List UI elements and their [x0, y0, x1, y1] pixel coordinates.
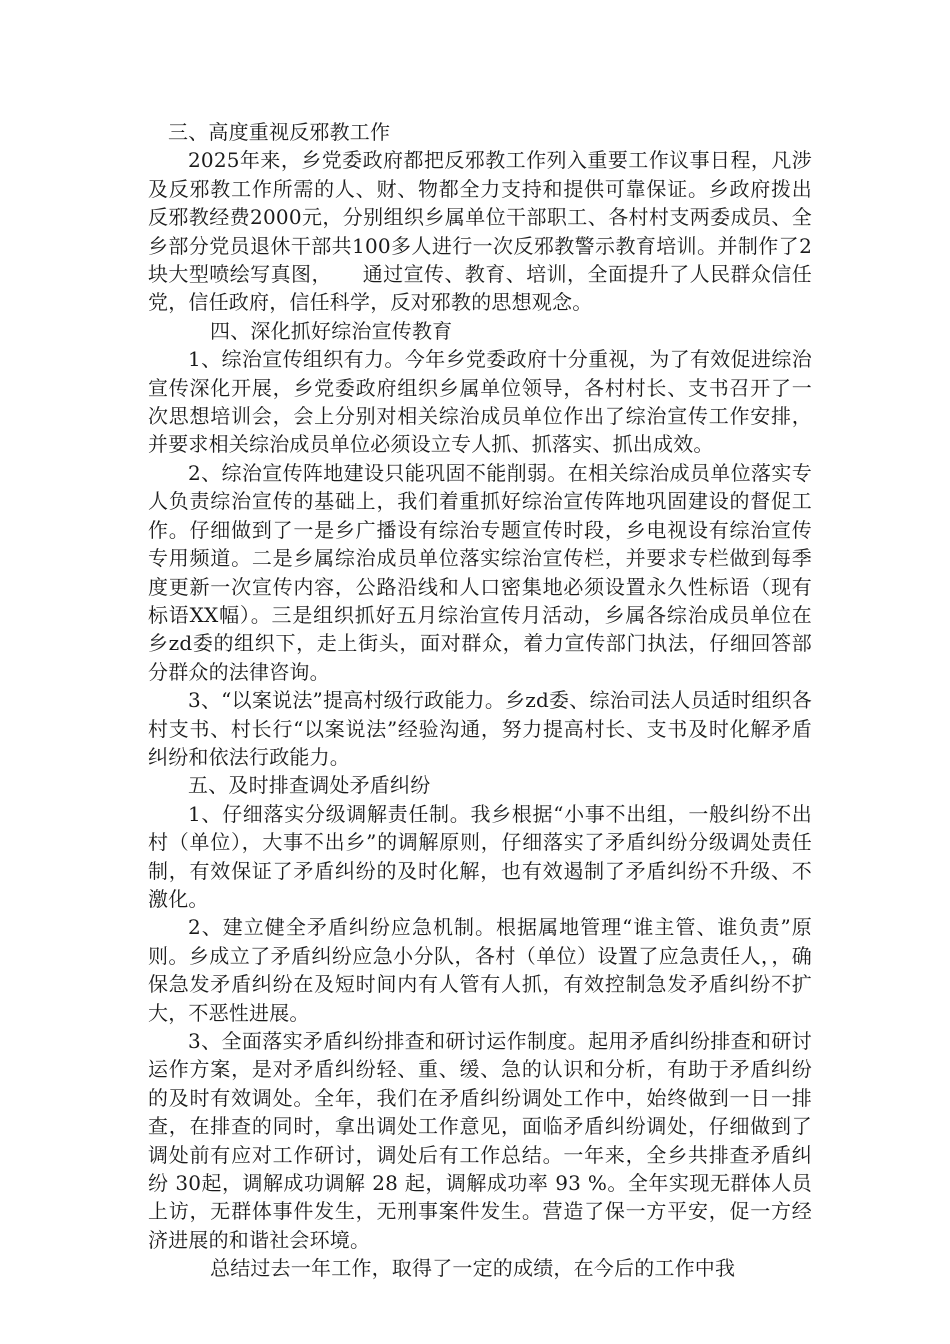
- section-heading-publicity: 四、深化抓好综治宣传教育: [210, 318, 453, 343]
- paragraph-publicity-3: 3、“以案说法”提高村级行政能力。乡zd委、综治司法人员适时组织各村支书、村长行“以案说法”经验沟通，努力提高村长、支书及时化解矛盾纠纷和依法行政能力。: [148, 688, 812, 769]
- paragraph-publicity-2: 2、综治宣传阵地建设只能巩固不能削弱。在相关综治成员单位落实专人负责综治宣传的基础上，我们着重抓好综治宣传阵地巩固建设的督促工作。仔细做到了一是乡广播设有综治专题宣传时段，乡电视设有综治宣传专用频道。二是乡属综治成员单位落实综治宣传栏，并要求专栏做到每季度更新一次宣传内容，公路沿线和人口密集地必须设置永久性标语（现有标语XX幅）。三是组织抓好五月综治宣传月活动，乡属各综治成员单位在乡zd委的组织下，走上街头，面对群众，着力宣传部门执法，仔细回答部分群众的法律咨询。: [148, 460, 812, 684]
- document-body: [148, 118, 812, 1283]
- paragraph-publicity-1: 1、综治宣传组织有力。今年乡党委政府十分重视，为了有效促进综治宣传深化开展，乡党委政府组织乡属单位领导，各村村长、支书召开了一次思想培训会，会上分别对相关综治成员单位作出了综治宣传工作安排，并要求相关综治成员单位必须设立专人抓、抓落实、抓出成效。: [148, 347, 812, 457]
- paragraph-disputes-1: 1、仔细落实分级调解责任制。我乡根据“小事不出组，一般纠纷不出村（单位），大事不出乡”的调解原则，仔细落实了矛盾纠纷分级调处责任制，有效保证了矛盾纠纷的及时化解，也有效遏制了矛盾纠纷不升级、不激化。: [148, 801, 812, 911]
- paragraph-disputes-2: 2、建立健全矛盾纠纷应急机制。根据属地管理“谁主管、谁负责”原则。乡成立了矛盾纠纷应急小分队，各村（单位）设置了应急责任人，，确保急发矛盾纠纷在及短时间内有人管有人抓，有效控制急发矛盾纠纷不扩大，不恶性进展。: [148, 915, 812, 1025]
- section-heading-disputes: 五、及时排查调处矛盾纠纷: [188, 773, 431, 798]
- closing-paragraph: 总结过去一年工作，取得了一定的成绩，在今后的工作中我: [210, 1256, 736, 1281]
- paragraph-anti-cult: 2025年来，乡党委政府都把反邪教工作列入重要工作议事日程，凡涉及反邪教工作所需的人、财、物都全力支持和提供可靠保证。乡政府拨出反邪教经费2000元，分别组织乡属单位干部职工、各村村支两委成员、全乡部分党员退休干部共100多人进行一次反邪教警示教育培训。并制作了2块大型喷绘写真图， 通过宣传、教育、培训，全面提升了人民群众信任党，信任政府，信任科学，反对邪教的思想观念。: [148, 148, 812, 315]
- section-heading-anti-cult: 三、高度重视反邪教工作: [168, 120, 391, 144]
- paragraph-disputes-3: 3、全面落实矛盾纠纷排查和研讨运作制度。起用矛盾纠纷排查和研讨运作方案，是对矛盾纠纷轻、重、缓、急的认识和分析，有助于矛盾纠纷的及时有效调处。全年，我们在矛盾纠纷调处工作中，始终做到一日一排查，在排查的同时，拿出调处工作意见，面临矛盾纠纷调处，仔细做到了调处前有应对工作研讨，调处后有工作总结。一年来，全乡共排查矛盾纠纷 30起，调解成功调解 28 起，调解成功率 93 %。全年实现无群体人员上访，无群体事件发生，无刑事案件发生。营造了保一方平安，促一方经济进展的和谐社会环境。: [148, 1029, 812, 1252]
